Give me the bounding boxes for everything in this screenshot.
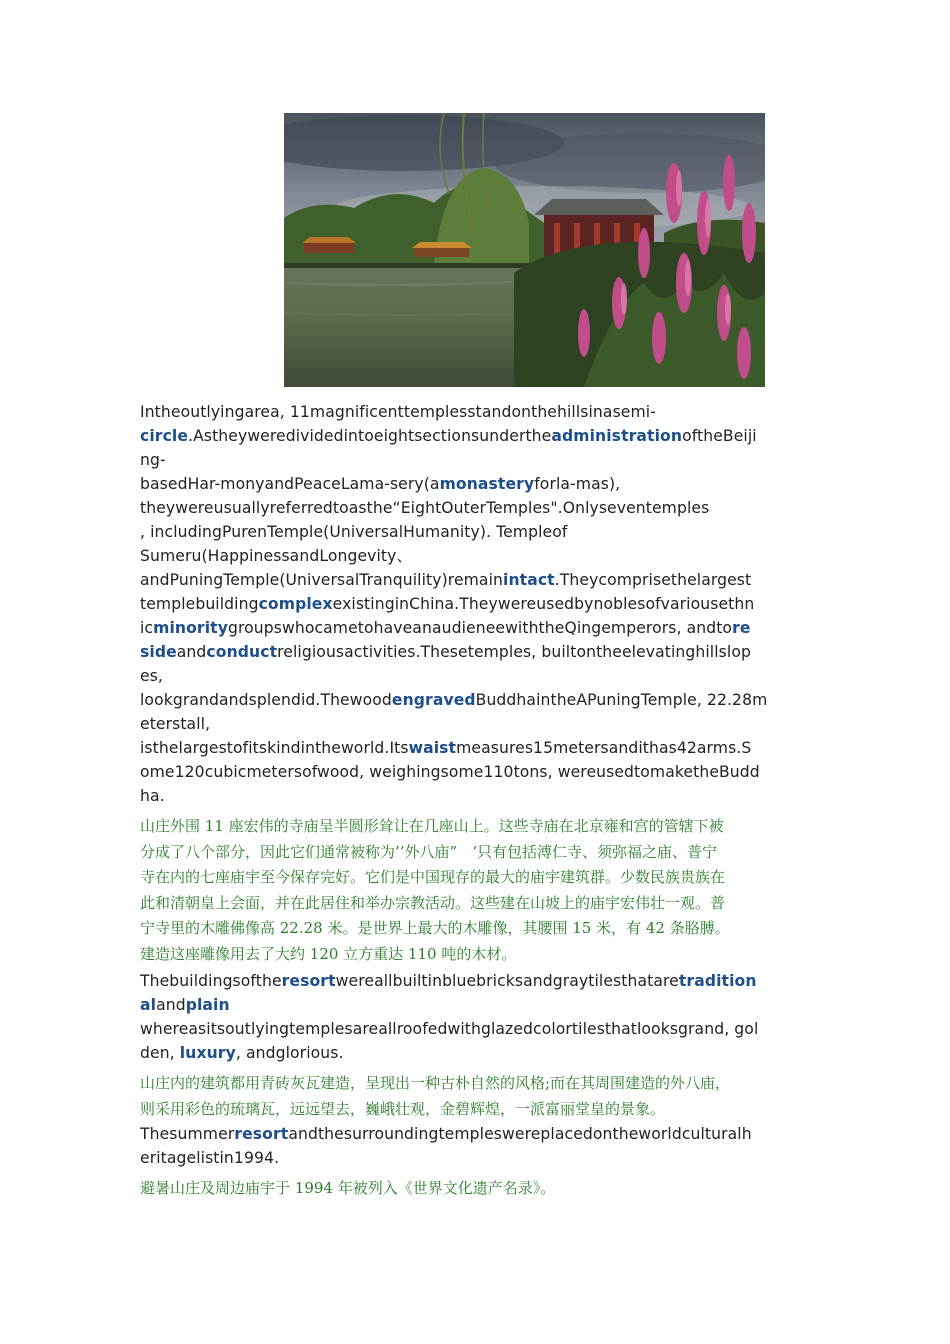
text-line bbox=[140, 520, 810, 544]
chinese-text-line: 避暑山庄及周边庙宇于 1994 年被列入《世界文化遗产名录》。 bbox=[140, 1179, 556, 1197]
text-run: lookgrandandsplendid.Thewood bbox=[140, 691, 392, 709]
text-line bbox=[140, 784, 810, 808]
chinese-text-line: 建造这座雕像用去了大约 120 立方重达 110 吨的木材。 bbox=[140, 944, 517, 963]
chinese-text-line: 此和清朝皇上会面，并在此居住和举办宗教活动。这些建在山坡上的庙宇宏伟壮一观。普 bbox=[140, 893, 726, 912]
vocabulary-word: engraved bbox=[391, 691, 476, 709]
vocabulary-word: re bbox=[732, 619, 751, 637]
chinese-text-line: 分成了八个部分，因此它们通常被称为’’外八庙” ‘只有包括溥仁寺、须弥福之庙、普宁 bbox=[140, 842, 717, 861]
text-run: Thesummer bbox=[140, 1125, 235, 1143]
vocabulary-word: intact bbox=[503, 571, 555, 589]
text-run: Intheoutlyingarea, 11magnificenttemplesstandonthehillsinasemi- bbox=[140, 403, 656, 421]
text-line bbox=[140, 544, 810, 568]
text-line bbox=[140, 1122, 810, 1146]
vocabulary-word: plain bbox=[185, 996, 230, 1014]
vocabulary-word: al bbox=[140, 996, 157, 1014]
text-line bbox=[140, 760, 810, 784]
text-run: whereasitsoutlyingtemplesareallroofedwithglazedcolortilesthatlooksgrand, gol bbox=[140, 1020, 759, 1038]
text-line bbox=[140, 1146, 810, 1170]
text-line bbox=[140, 496, 810, 520]
vocabulary-word: resort bbox=[281, 972, 336, 990]
text-run: groupswhocametohaveanaudieneewiththeQingemperors, andto bbox=[227, 619, 733, 637]
text-run: oftheBeiji bbox=[682, 427, 757, 445]
text-run: andPuningTemple(UniversalTranquility)remain bbox=[140, 571, 503, 589]
text-run: theywereusuallyreferredtoasthe“EightOuterTemples".Onlyseventemples bbox=[140, 499, 710, 517]
text-line bbox=[140, 424, 810, 448]
chinese-text-line: 山庄外围 11 座宏伟的寺庙呈半圆形耸让在几座山上。这些寺庙在北京雍和宫的管辖下被 bbox=[140, 817, 724, 835]
chinese-paragraph-buildings bbox=[140, 1071, 810, 1122]
chinese-paragraph-heritage bbox=[140, 1176, 810, 1202]
text-run: eterstall, bbox=[140, 715, 211, 733]
text-line bbox=[140, 1017, 810, 1041]
text-run: , includingPurenTemple(UniversalHumanity). Templeof bbox=[140, 523, 568, 541]
text-run: basedHar-monyandPeaceLama-sery(a bbox=[140, 475, 440, 493]
article-body bbox=[140, 400, 810, 1202]
text-line bbox=[140, 712, 810, 736]
chinese-text-line: 宁寺里的木雕佛像高 22.28 米。是世界上最大的木雕像，其腰围 15 米，有 42 条胳膊。 bbox=[140, 919, 730, 937]
text-run: ic bbox=[140, 619, 154, 637]
text-line bbox=[140, 616, 810, 640]
text-line bbox=[140, 664, 810, 688]
landscape-photo bbox=[284, 113, 765, 387]
text-run: wereallbuiltinbluebricksandgraytilesthatare bbox=[335, 972, 679, 990]
vocabulary-word: tradition bbox=[678, 972, 757, 990]
text-run: isthelargestofitskindintheworld.Its bbox=[140, 739, 409, 757]
chinese-text-line: 则采用彩色的琉璃瓦，远远望去，巍峨壮观，金碧辉煌，一派富丽堂皇的景象。 bbox=[140, 1099, 666, 1118]
english-paragraph-heritage bbox=[140, 1122, 810, 1170]
text-run: ha. bbox=[140, 787, 165, 805]
text-run: Thebuildingsofthe bbox=[140, 972, 282, 990]
chinese-text-line: 寺在内的七座庙宇至今保存完好。它们是中国现存的最大的庙宇建筑群。少数民族贵族在 bbox=[140, 868, 726, 886]
vocabulary-word: waist bbox=[408, 739, 457, 757]
text-line bbox=[140, 472, 810, 496]
text-line bbox=[140, 688, 810, 712]
text-run: den, bbox=[140, 1044, 180, 1062]
text-run: BuddhaintheAPuningTemple, 22.28m bbox=[475, 691, 768, 709]
vocabulary-word: conduct bbox=[206, 643, 278, 661]
vocabulary-word: resort bbox=[234, 1125, 289, 1143]
text-run: existinginChina.Theywereusedbynoblesofvariousethn bbox=[332, 595, 755, 613]
text-line bbox=[140, 568, 810, 592]
english-paragraph-temples bbox=[140, 400, 810, 808]
vocabulary-word: circle bbox=[140, 427, 189, 445]
chinese-text-line: 山庄内的建筑都用青砖灰瓦建造，呈现出一种古朴自然的风格;而在其周围建造的外八庙， bbox=[140, 1074, 731, 1092]
lake-pavilion-image bbox=[284, 113, 765, 387]
vocabulary-word: monastery bbox=[439, 475, 535, 493]
chinese-paragraph-temples bbox=[140, 814, 810, 967]
text-line bbox=[140, 640, 810, 664]
text-run: forla-mas), bbox=[534, 475, 621, 493]
text-run: andthesurroundingtempleswereplacedontheworldculturalh bbox=[288, 1125, 752, 1143]
text-line bbox=[140, 736, 810, 760]
text-run: templebuilding bbox=[140, 595, 259, 613]
text-run: measures15metersandithas42arms.S bbox=[456, 739, 752, 757]
vocabulary-word: minority bbox=[153, 619, 228, 637]
text-run: .Astheyweredividedintoeightsectionsunderthe bbox=[188, 427, 552, 445]
text-line bbox=[140, 592, 810, 616]
text-run: eritagelistin1994. bbox=[140, 1149, 280, 1167]
text-run: Sumeru(HappinessandLongevity、 bbox=[140, 547, 413, 565]
text-run: religiousactivities.Thesetemples, builtontheelevatinghillslop bbox=[277, 643, 751, 661]
text-run: and bbox=[156, 996, 186, 1014]
vocabulary-word: side bbox=[140, 643, 177, 661]
text-line bbox=[140, 400, 810, 424]
vocabulary-word: complex bbox=[258, 595, 333, 613]
text-run: ome120cubicmetersofwood, weighingsome110tons, wereusedtomaketheBudd bbox=[140, 763, 760, 781]
text-line bbox=[140, 1041, 810, 1065]
text-run: , andglorious. bbox=[235, 1044, 344, 1062]
text-line bbox=[140, 993, 810, 1017]
vocabulary-word: luxury bbox=[179, 1044, 236, 1062]
vocabulary-word: administration bbox=[551, 427, 683, 445]
english-paragraph-buildings bbox=[140, 969, 810, 1065]
text-run: es, bbox=[140, 667, 163, 685]
text-run: and bbox=[176, 643, 207, 661]
text-line bbox=[140, 448, 810, 472]
text-run: .Theycomprisethelargest bbox=[554, 571, 752, 589]
text-line bbox=[140, 969, 810, 993]
text-run: ng- bbox=[140, 451, 166, 469]
